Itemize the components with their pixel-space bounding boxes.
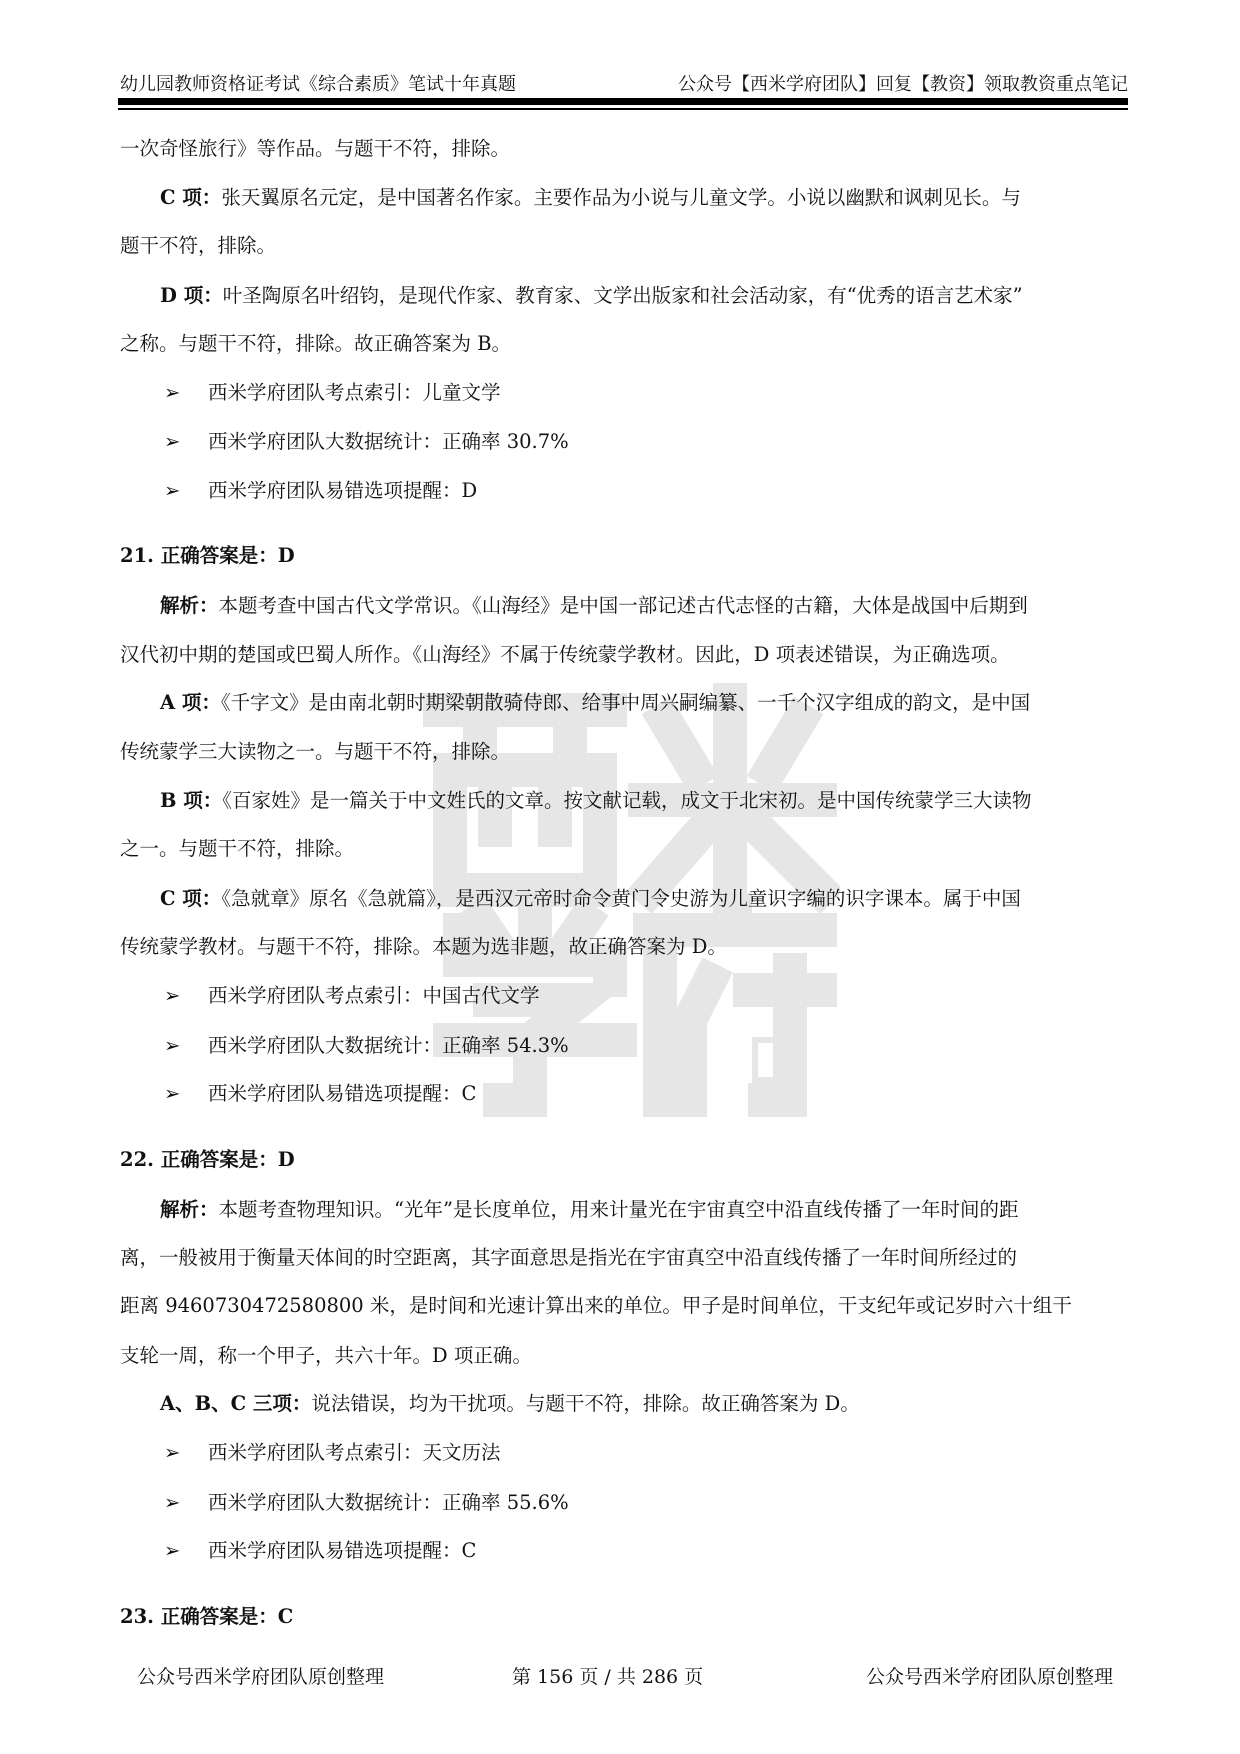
paragraph-line <box>160 280 1128 308</box>
paragraph-line <box>120 931 1128 959</box>
arrow-bullet-icon: ➢ <box>164 381 181 404</box>
line-text: 本题考查中国古代文学常识。《山海经》是中国一部记述古代志怪的古籍，大体是战国中后期到 <box>218 594 1028 617</box>
bullet-item <box>164 1078 1172 1106</box>
paragraph-line <box>160 1388 1128 1416</box>
arrow-bullet-icon: ➢ <box>164 984 181 1007</box>
bullet-item <box>164 1030 1172 1058</box>
paragraph-line <box>160 883 1128 911</box>
option-label: C 项： <box>160 887 222 910</box>
line-text: 说法错误，均为干扰项。与题干不符，排除。故正确答案为 D。 <box>311 1392 860 1415</box>
paragraph-line <box>160 785 1128 813</box>
bullet-text: 西米学府团队易错选项提醒：C <box>208 1082 477 1105</box>
line-text: 离，一般被用于衡量天体间的时空距离，其字面意思是指光在宇宙真空中沿直线传播了一年时间所经过的 <box>120 1246 1018 1269</box>
bullet-text: 西米学府团队考点索引：天文历法 <box>208 1441 501 1464</box>
arrow-bullet-icon: ➢ <box>164 430 181 453</box>
line-text: 题干不符，排除。 <box>120 234 277 257</box>
header-rule-thin <box>118 108 1128 110</box>
line-text: 本题考查物理知识。“光年”是长度单位，用来计量光在宇宙真空中沿直线传播了一年时间的距 <box>218 1198 1019 1221</box>
header-title: 幼儿园教师资格证考试《综合素质》笔试十年真题 <box>120 74 516 95</box>
answer-heading: 22. 正确答案是：D <box>120 1148 295 1171</box>
line-text: 之称。与题干不符，排除。故正确答案为 B。 <box>120 332 512 355</box>
option-label: A、B、C 三项： <box>160 1392 312 1415</box>
page-number: 第 156 页 / 共 286 页 <box>512 1666 704 1688</box>
bullet-item <box>164 475 1172 503</box>
paragraph-line <box>120 328 1128 356</box>
footer-right: 公众号西米学府团队原创整理 <box>866 1666 1114 1688</box>
option-label: B 项： <box>160 789 223 812</box>
line-text: 距离 9460730472580800 米，是时间和光速计算出来的单位。甲子是时间单位，干支纪年或记岁时六十组干 <box>120 1294 1072 1317</box>
option-label: C 项： <box>160 186 222 209</box>
bullet-item <box>164 1535 1172 1563</box>
line-text: 《急就章》原名《急就篇》，是西汉元帝时命令黄门令史游为儿童识字编的识字课本。属于中国 <box>221 887 1021 910</box>
bullet-text: 西米学府团队大数据统计：正确率 30.7% <box>208 430 569 453</box>
paragraph-line <box>120 1290 1128 1318</box>
paragraph-line <box>120 639 1128 667</box>
line-text: 传统蒙学教材。与题干不符，排除。本题为选非题，故正确答案为 D。 <box>120 935 727 958</box>
line-text: 传统蒙学三大读物之一。与题干不符，排除。 <box>120 740 511 763</box>
bullet-text: 西米学府团队考点索引：儿童文学 <box>208 381 501 404</box>
paragraph-line <box>160 182 1128 210</box>
bullet-item <box>164 980 1172 1008</box>
header-promo: 公众号【西米学府团队】回复【教资】领取教资重点笔记 <box>678 74 1128 95</box>
bullet-text: 西米学府团队大数据统计：正确率 55.6% <box>208 1491 569 1514</box>
arrow-bullet-icon: ➢ <box>164 479 181 502</box>
header-rule <box>118 98 1128 105</box>
paragraph-line <box>120 1340 1128 1368</box>
arrow-bullet-icon: ➢ <box>164 1441 181 1464</box>
answer-heading: 23. 正确答案是：C <box>120 1605 294 1628</box>
paragraph-line <box>120 133 1128 161</box>
arrow-bullet-icon: ➢ <box>164 1539 181 1562</box>
paragraph-line <box>160 590 1128 618</box>
line-text: 支轮一周，称一个甲子，共六十年。D 项正确。 <box>120 1344 532 1367</box>
option-label: 解析： <box>160 594 219 617</box>
bullet-item <box>164 1437 1172 1465</box>
bullet-item <box>164 377 1172 405</box>
line-text: 一次奇怪旅行》等作品。与题干不符，排除。 <box>120 137 511 160</box>
option-label: D 项： <box>160 284 223 307</box>
paragraph-line <box>120 736 1128 764</box>
paragraph-line <box>120 230 1128 258</box>
line-text: 《千字文》是由南北朝时期梁朝散骑侍郎、给事中周兴嗣编纂、一千个汉字组成的韵文，是中国 <box>220 691 1031 714</box>
paragraph-line <box>120 1242 1128 1270</box>
answer-heading: 21. 正确答案是：D <box>120 544 295 567</box>
paragraph-line <box>160 1194 1128 1222</box>
bullet-item <box>164 1487 1172 1515</box>
bullet-text: 西米学府团队易错选项提醒：D <box>208 479 478 502</box>
bullet-text: 西米学府团队考点索引：中国古代文学 <box>208 984 540 1007</box>
bullet-text: 西米学府团队大数据统计：正确率 54.3% <box>208 1034 569 1057</box>
bullet-item <box>164 426 1172 454</box>
line-text: 叶圣陶原名叶绍钧，是现代作家、教育家、文学出版家和社会活动家，有“优秀的语言艺术家” <box>222 284 1023 307</box>
arrow-bullet-icon: ➢ <box>164 1082 181 1105</box>
line-text: 之一。与题干不符，排除。 <box>120 837 355 860</box>
option-label: 解析： <box>160 1198 219 1221</box>
line-text: 《百家姓》是一篇关于中文姓氏的文章。按文献记载，成文于北宋初。是中国传统蒙学三大读物 <box>222 789 1032 812</box>
arrow-bullet-icon: ➢ <box>164 1491 181 1514</box>
line-text: 汉代初中期的楚国或巴蜀人所作。《山海经》不属于传统蒙学教材。因此，D 项表述错误，为正确选项。 <box>120 643 1010 666</box>
paragraph-line <box>160 687 1128 715</box>
arrow-bullet-icon: ➢ <box>164 1034 181 1057</box>
paragraph-line <box>120 833 1128 861</box>
footer-left: 公众号西米学府团队原创整理 <box>137 1666 385 1688</box>
bullet-text: 西米学府团队易错选项提醒：C <box>208 1539 477 1562</box>
line-text: 张天翼原名元定，是中国著名作家。主要作品为小说与儿童文学。小说以幽默和讽刺见长。与 <box>221 186 1021 209</box>
option-label: A 项： <box>160 691 221 714</box>
